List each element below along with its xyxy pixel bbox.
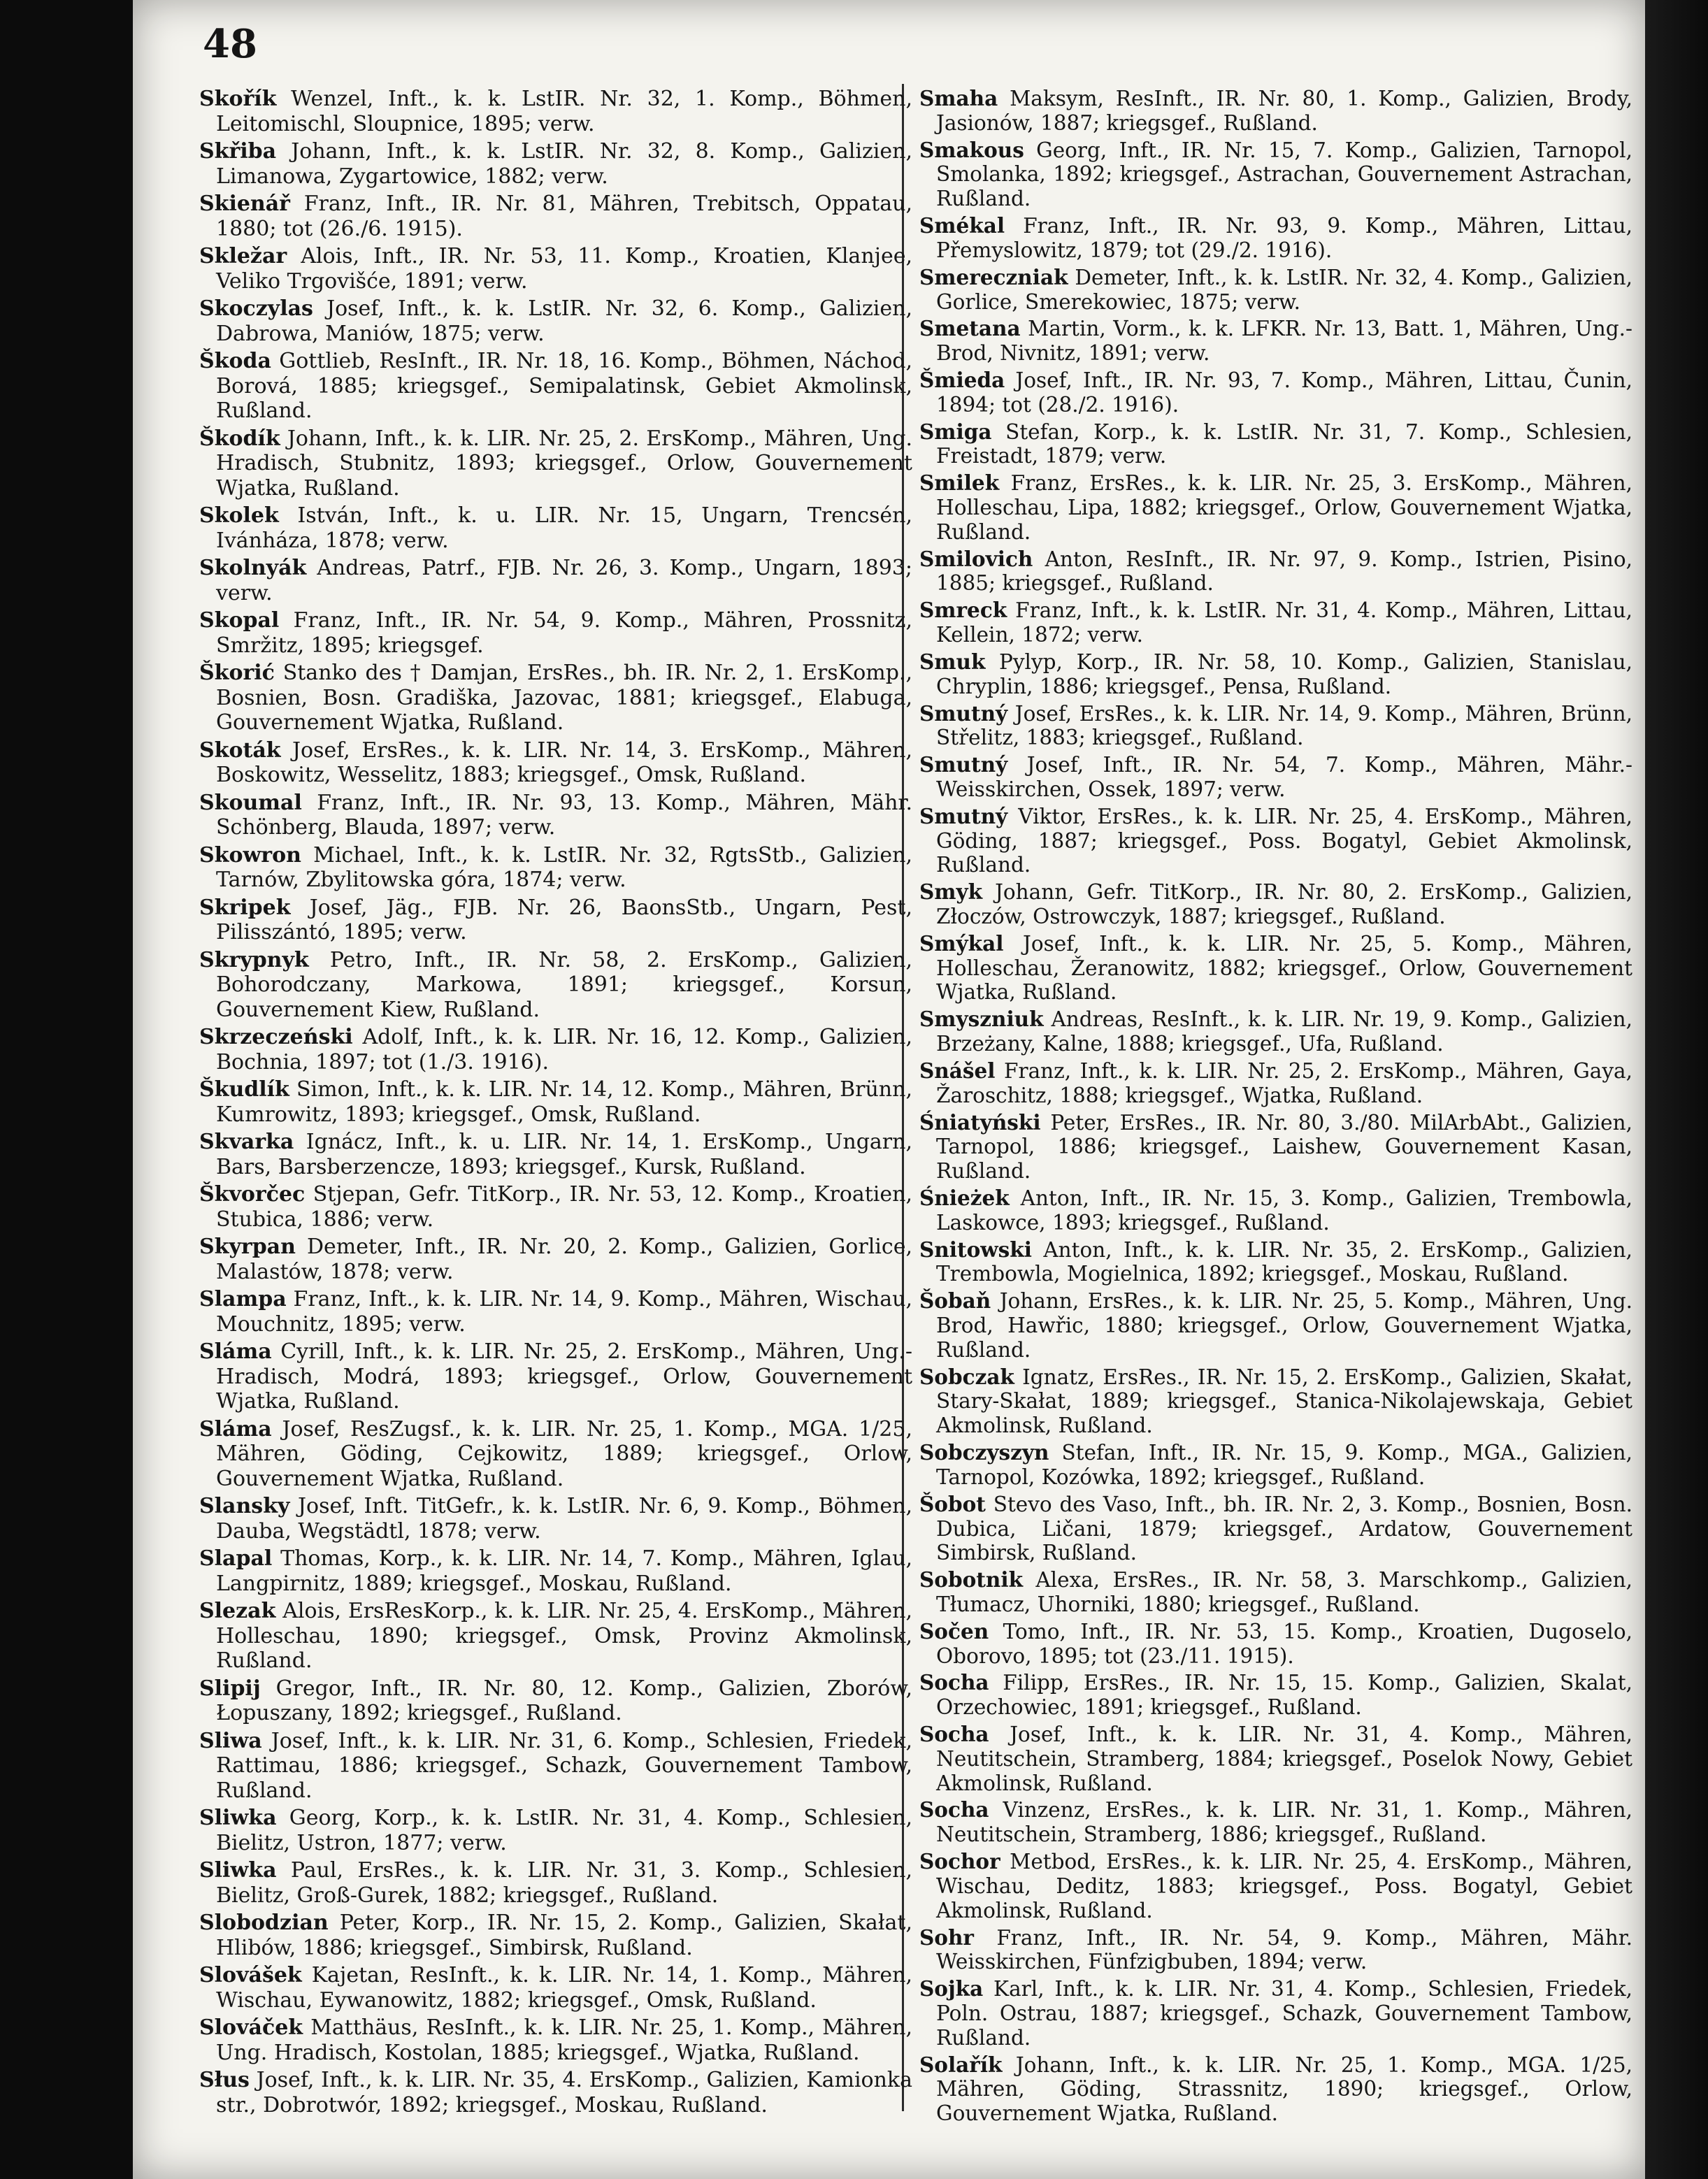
- entry-surname: Smilek: [919, 470, 1000, 496]
- entry-surname: Slapal: [199, 1546, 273, 1571]
- register-entry: [199, 2068, 912, 2117]
- entry-details: Alexa, ErsRes., IR. Nr. 58, 3. Marschkomp., Galizien, Tłumacz, Uhorniki, 1880; kriegsgef., Rußland.: [936, 1568, 1632, 1616]
- entry-details: Vinzenz, ErsRes., k. k. LIR. Nr. 31, 1. Komp., Mähren, Neutitschein, Stramberg, 1886; kriegsgef., Rußland.: [936, 1798, 1632, 1847]
- entry-surname: Sobczyszyn: [919, 1440, 1049, 1465]
- register-entry: [919, 1441, 1632, 1490]
- entry-details: Gottlieb, ResInft., IR. Nr. 18, 16. Komp., Böhmen, Náchod, Borová, 1885; kriegsgef., Semipalatinsk, Gebiet Akmolinsk, Rußland.: [216, 349, 912, 423]
- entry-details: Martin, Vorm., k. k. LFKR. Nr. 13, Batt. 1, Mähren, Ung.-Brod, Nivnitz, 1891; verw.: [936, 317, 1632, 366]
- entry-surname: Sliwa: [199, 1728, 262, 1753]
- entry-surname: Škudlík: [199, 1077, 289, 1102]
- register-entry: [199, 896, 912, 945]
- register-entry: [919, 1111, 1632, 1184]
- register-entry: [919, 1620, 1632, 1669]
- register-entry: [919, 932, 1632, 1005]
- entry-surname: Skolnyák: [199, 556, 307, 580]
- entry-details: Stefan, Korp., k. k. LstIR. Nr. 31, 7. Komp., Schlesien, Freistadt, 1879; verw.: [936, 419, 1632, 468]
- entry-details: Michael, Inft., k. k. LstIR. Nr. 32, RgtsStb., Galizien, Tarnów, Zbylitowska góra, 1874; verw.: [216, 842, 912, 892]
- register-entry: [919, 2053, 1632, 2126]
- entry-details: Matthäus, ResInft., k. k. LIR. Nr. 25, 1. Komp., Mähren, Ung. Hradisch, Kostolan, 1885; kriegsgef., Wjatka, Rußland.: [216, 2015, 912, 2065]
- entry-details: Josef, Inft., IR. Nr. 93, 7. Komp., Mähren, Littau, Čunin, 1894; tot (28./2. 1916).: [936, 368, 1632, 417]
- entry-surname: Skowron: [199, 842, 301, 868]
- entry-surname: Škoda: [199, 349, 271, 373]
- register-entry: [199, 1025, 912, 1074]
- entry-details: Josef, Inft., k. k. LIR. Nr. 31, 6. Komp., Schlesien, Friedek, Rattimau, 1886; kriegsgef., Schazk, Gouvernement Tambow, Rußland.: [216, 1728, 912, 1803]
- register-entry: [199, 1077, 912, 1127]
- entry-surname: Skřiba: [199, 139, 277, 164]
- entry-details: Thomas, Korp., k. k. LIR. Nr. 14, 7. Komp., Mähren, Iglau, Langpirnitz, 1889; kriegsgef., Moskau, Rußland.: [216, 1546, 912, 1596]
- entry-surname: Sojka: [919, 1976, 984, 2001]
- register-entry: [199, 87, 912, 136]
- entry-surname: Smakous: [919, 137, 1024, 162]
- entry-surname: Šobot: [919, 1491, 986, 1516]
- register-entry: [919, 1568, 1632, 1617]
- entry-details: Cyrill, Inft., k. k. LIR. Nr. 25, 2. ErsKomp., Mähren, Ung.-Hradisch, Modrá, 1893; kriegsgef., Orlow, Gouvernement Wjatka, Rußland.: [216, 1339, 912, 1414]
- register-entry: [919, 266, 1632, 315]
- register-entry: [199, 192, 912, 241]
- entry-surname: Smutný: [919, 752, 1008, 777]
- entry-surname: Skripek: [199, 895, 291, 920]
- entry-surname: Smuk: [919, 649, 986, 674]
- entry-details: Wenzel, Inft., k. k. LstIR. Nr. 32, 1. Komp., Böhmen, Leitomischl, Sloupnice, 1895; verw.: [216, 87, 912, 136]
- register-entry: [199, 1546, 912, 1596]
- entry-details: Alois, ErsResKorp., k. k. LIR. Nr. 25, 4. ErsKomp., Mähren, Holleschau, 1890; kriegsgef., Omsk, Provinz Akmolinsk, Rußland.: [216, 1599, 912, 1673]
- page-number: 48: [203, 21, 257, 67]
- entry-surname: Śnieżek: [919, 1185, 1010, 1210]
- entry-details: Josef, Inft., k. k. LIR. Nr. 31, 4. Komp., Mähren, Neutitschein, Stramberg, 1884; kriegsgef., Poselok Nowy, Gebiet Akmolinsk, Rußland.: [936, 1723, 1632, 1795]
- entry-surname: Šmieda: [919, 367, 1005, 392]
- entry-details: Josef, Jäg., FJB. Nr. 26, BaonsStb., Ungarn, Pest, Pilisszántó, 1895; verw.: [216, 895, 912, 944]
- register-entry: [199, 296, 912, 346]
- entry-details: Johann, Inft., k. k. LstIR. Nr. 32, 8. Komp., Galizien, Limanowa, Zygartowice, 1882; verw.: [216, 139, 912, 189]
- register-entry: [919, 1850, 1632, 1922]
- entry-details: Stefan, Inft., IR. Nr. 15, 9. Komp., MGA., Galizien, Tarnopol, Kozówka, 1892; kriegsgef., Rußland.: [936, 1441, 1632, 1489]
- register-entry: [919, 471, 1632, 544]
- entry-details: Josef, Inft., IR. Nr. 54, 7. Komp., Mähren, Mähr.-Weisskirchen, Ossek, 1897; verw.: [936, 753, 1632, 801]
- entry-surname: Slovášek: [199, 1963, 302, 1987]
- entry-surname: Škvorčec: [199, 1182, 306, 1207]
- register-entry: [919, 214, 1632, 263]
- entry-surname: Śniatyński: [919, 1109, 1041, 1135]
- entry-surname: Slampa: [199, 1287, 287, 1311]
- register-entry: [919, 702, 1632, 751]
- register-entry: [919, 368, 1632, 417]
- entry-details: Andreas, ResInft., k. k. LIR. Nr. 19, 9. Komp., Galizien, Brzeżany, Kalne, 1888; kriegsgef., Ufa, Rußland.: [936, 1007, 1632, 1056]
- entry-details: Johann, Gefr. TitKorp., IR. Nr. 80, 2. ErsKomp., Galizien, Złoczów, Ostrowczyk, 1887; kriegsgef., Rußland.: [936, 880, 1632, 928]
- entry-details: Adolf, Inft., k. k. LIR. Nr. 16, 12. Komp., Galizien, Bochnia, 1897; tot (1./3. 1916).: [216, 1025, 912, 1074]
- entry-details: István, Inft., k. u. LIR. Nr. 15, Ungarn, Trencsén, Ivánháza, 1878; verw.: [216, 503, 912, 553]
- entry-surname: Skvarka: [199, 1130, 294, 1154]
- entry-details: Anton, ResInft., IR. Nr. 97, 9. Komp., Istrien, Pisino, 1885; kriegsgef., Rußland.: [936, 547, 1632, 596]
- document-page: [133, 0, 1645, 2179]
- entry-surname: Slansky: [199, 1494, 290, 1518]
- entry-surname: Smaha: [919, 86, 998, 110]
- entry-surname: Socha: [919, 1797, 989, 1822]
- entry-surname: Skoumal: [199, 790, 302, 815]
- entry-surname: Šobaň: [919, 1288, 991, 1314]
- register-entry: [919, 420, 1632, 469]
- entry-surname: Sočen: [919, 1618, 989, 1644]
- register-entry: [199, 1182, 912, 1232]
- entry-details: Peter, Korp., IR. Nr. 15, 2. Komp., Galizien, Skałat, Hlibów, 1886; kriegsgef., Simbirsk, Rußland.: [216, 1911, 912, 1960]
- entry-surname: Smyk: [919, 879, 983, 905]
- register-entry: [919, 138, 1632, 211]
- entry-surname: Smiga: [919, 419, 992, 444]
- register-entry: [199, 1599, 912, 1674]
- register-entry: [919, 880, 1632, 929]
- entry-details: Johann, Inft., k. k. LIR. Nr. 25, 1. Komp., MGA. 1/25, Mähren, Göding, Strassnitz, 1890; kriegsgef., Orlow, Gouvernement Wjatka, Rußland.: [936, 2052, 1632, 2126]
- register-entry: [919, 805, 1632, 877]
- entry-surname: Sobczak: [919, 1364, 1014, 1389]
- entry-details: Georg, Korp., k. k. LstIR. Nr. 31, 4. Komp., Schlesien, Bielitz, Ustron, 1877; verw.: [216, 1806, 912, 1855]
- register-entry: [199, 791, 912, 840]
- entry-details: Stanko des † Damjan, ErsRes., bh. IR. Nr. 2, 1. ErsKomp., Bosnien, Bosn. Gradiška, Jazovac, 1881; kriegsgef., Elabuga, Gouvernement Wjatka, Rußland.: [216, 661, 912, 735]
- register-entry: [199, 1494, 912, 1544]
- register-entry: [919, 1798, 1632, 1847]
- entry-surname: Smékal: [919, 213, 1005, 238]
- entry-surname: Slobodzian: [199, 1911, 329, 1935]
- register-entry: [199, 843, 912, 893]
- register-entry: [199, 556, 912, 605]
- entry-surname: Skienář: [199, 192, 290, 216]
- register-entry: [919, 1007, 1632, 1056]
- entry-details: Anton, Inft., k. k. LIR. Nr. 35, 2. ErsKomp., Galizien, Trembowla, Mogielnica, 1892; kriegsgef., Moskau, Rußland.: [936, 1237, 1633, 1286]
- entry-surname: Socha: [919, 1670, 989, 1695]
- entry-details: Maksym, ResInft., IR. Nr. 80, 1. Komp., Galizien, Brody, Jasionów, 1887; kriegsgef., Rußland.: [936, 87, 1632, 135]
- entry-details: Stjepan, Gefr. TitKorp., IR. Nr. 53, 12. Komp., Kroatien, Stubica, 1886; verw.: [216, 1182, 913, 1232]
- entry-details: Pylyp, Korp., IR. Nr. 58, 10. Komp., Galizien, Stanislau, Chryplin, 1886; kriegsgef., Pensa, Rußland.: [936, 649, 1632, 698]
- entry-details: Franz, Inft., k. k. LIR. Nr. 25, 2. ErsKomp., Mähren, Gaya, Žaroschitz, 1888; kriegsgef., Wjatka, Rußland.: [936, 1058, 1632, 1107]
- entry-details: Johann, ErsRes., k. k. LIR. Nr. 25, 5. Komp., Mähren, Ung. Brod, Hawřic, 1880; kriegsgef., Orlow, Gouvernement Wjatka, Rußland.: [936, 1289, 1632, 1362]
- register-entry: [199, 661, 912, 735]
- entry-surname: Skležar: [199, 244, 287, 268]
- register-entry: [199, 1806, 912, 1855]
- entry-surname: Skoczylas: [199, 296, 313, 321]
- entry-surname: Sobotnik: [919, 1567, 1024, 1592]
- register-entry: [199, 244, 912, 294]
- entry-surname: Smereczniak: [919, 264, 1068, 289]
- entry-surname: Sláma: [199, 1416, 272, 1441]
- entry-surname: Snášel: [919, 1058, 996, 1083]
- entry-surname: Sláma: [199, 1339, 272, 1364]
- register-entry: [199, 1676, 912, 1726]
- entry-details: Franz, Inft., IR. Nr. 54, 9. Komp., Mähren, Mähr. Weisskirchen, Fünfzigbuben, 1894; verw.: [936, 1925, 1632, 1974]
- entry-details: Josef, Inft. TitGefr., k. k. LstIR. Nr. 6, 9. Komp., Böhmen, Dauba, Wegstädtl, 1878; verw.: [216, 1494, 912, 1544]
- entry-surname: Skrypnyk: [199, 947, 309, 972]
- register-entry: [919, 598, 1632, 647]
- entry-surname: Slezak: [199, 1599, 276, 1623]
- entry-surname: Skrzeczeński: [199, 1025, 353, 1049]
- register-entry: [199, 1858, 912, 1908]
- entry-details: Viktor, ErsRes., k. k. LIR. Nr. 25, 4. ErsKomp., Mähren, Göding, 1887; kriegsgef., Poss. Bogatyl, Gebiet Akmolinsk, Rußland.: [936, 804, 1632, 877]
- entry-details: Franz, Inft., IR. Nr. 81, Mähren, Trebitsch, Oppatau, 1880; tot (26./6. 1915).: [216, 192, 912, 241]
- entry-details: Karl, Inft., k. k. LIR. Nr. 31, 4. Komp., Schlesien, Friedek, Poln. Ostrau, 1887; kriegsgef., Schazk, Gouvernement Tambow, Rußland.: [936, 1977, 1632, 2050]
- entry-details: Filipp, ErsRes., IR. Nr. 15, 15. Komp., Galizien, Skalat, Orzechowiec, 1891; kriegsgef., Rußland.: [936, 1671, 1632, 1720]
- entry-details: Josef, Inft., k. k. LIR. Nr. 35, 4. ErsKomp., Galizien, Kamionka str., Dobrotwór, 1892; kriegsgef., Moskau, Rußland.: [216, 2068, 912, 2117]
- entry-surname: Skoták: [199, 738, 281, 763]
- entry-details: Ignatz, ErsRes., IR. Nr. 15, 2. ErsKomp., Galizien, Skałat, Stary-Skałat, 1889; kriegsgef., Stanica-Nikolajewskaja, Gebiet Akmolinsk, Rußland.: [936, 1365, 1632, 1438]
- register-entry: [199, 738, 912, 788]
- entry-surname: Skyrpan: [199, 1235, 296, 1259]
- entry-details: Alois, Inft., IR. Nr. 53, 11. Komp., Kroatien, Klanjee, Veliko Trgovišće, 1891; verw.: [216, 244, 912, 294]
- entry-surname: Slováček: [199, 2015, 303, 2040]
- register-entry: [199, 1130, 912, 1179]
- entry-surname: Sochor: [919, 1849, 1000, 1874]
- register-entry: [199, 1235, 912, 1284]
- register-entry: [919, 1365, 1632, 1438]
- entry-details: Franz, Inft., IR. Nr. 93, 13. Komp., Mähren, Mähr. Schönberg, Blauda, 1897; verw.: [216, 790, 912, 840]
- entry-surname: Smetana: [919, 316, 1021, 341]
- register-entry: [919, 87, 1632, 136]
- left-column: [199, 87, 912, 2120]
- register-entry: [199, 503, 912, 553]
- entry-details: Anton, Inft., IR. Nr. 15, 3. Komp., Galizien, Trembowla, Laskowce, 1893; kriegsgef., Rußland.: [936, 1186, 1632, 1235]
- entry-details: Demeter, Inft., k. k. LstIR. Nr. 32, 4. Komp., Galizien, Gorlice, Smerekowiec, 1875; verw.: [936, 265, 1633, 314]
- entry-details: Georg, Inft., IR. Nr. 15, 7. Komp., Galizien, Tarnopol, Smolanka, 1892; kriegsgef., Astrachan, Gouvernement Astrachan, Rußland.: [936, 138, 1632, 211]
- entry-surname: Snitowski: [919, 1237, 1032, 1262]
- register-entry: [199, 426, 912, 501]
- register-entry: [199, 948, 912, 1023]
- register-entry: [919, 317, 1632, 366]
- entry-surname: Smilovich: [919, 546, 1033, 571]
- entry-details: Franz, Inft., k. k. LstIR. Nr. 31, 4. Komp., Mähren, Littau, Kellein, 1872; verw.: [936, 598, 1632, 647]
- register-entry: [199, 1729, 912, 1804]
- entry-surname: Słus: [199, 2068, 250, 2092]
- entry-surname: Slipij: [199, 1676, 261, 1701]
- entry-details: Metbod, ErsRes., k. k. LIR. Nr. 25, 4. ErsKomp., Mähren, Wischau, Deditz, 1883; kriegsgef., Poss. Bogatyl, Gebiet Akmolinsk, Rußland.: [936, 1850, 1632, 1922]
- entry-details: Simon, Inft., k. k. LIR. Nr. 14, 12. Komp., Mähren, Brünn, Kumrowitz, 1893; kriegsgef., Omsk, Rußland.: [216, 1077, 912, 1127]
- register-entry: [919, 1186, 1632, 1235]
- entry-surname: Smreck: [919, 598, 1007, 623]
- entry-surname: Smýkal: [919, 930, 1004, 956]
- entry-details: Franz, Inft., IR. Nr. 93, 9. Komp., Mähren, Littau, Přemyslowitz, 1879; tot (29./2. 1916).: [936, 214, 1632, 262]
- entry-details: Kajetan, ResInft., k. k. LIR. Nr. 14, 1. Komp., Mähren, Wischau, Eywanowitz, 1882; kriegsgef., Omsk, Rußland.: [216, 1963, 912, 2013]
- register-entry: [199, 1339, 912, 1414]
- entry-details: Andreas, Patrf., FJB. Nr. 26, 3. Komp., Ungarn, 1893; verw.: [216, 556, 912, 605]
- entry-details: Franz, Inft., k. k. LIR. Nr. 14, 9. Komp., Mähren, Wischau, Mouchnitz, 1895; verw.: [216, 1287, 912, 1337]
- entry-surname: Skolek: [199, 503, 279, 528]
- entry-details: Johann, Inft., k. k. LIR. Nr. 25, 2. ErsKomp., Mähren, Ung. Hradisch, Stubnitz, 1893; kriegsgef., Orlow, Gouvernement Wjatka, Rußland.: [216, 426, 912, 501]
- entry-details: Paul, ErsRes., k. k. LIR. Nr. 31, 3. Komp., Schlesien, Bielitz, Groß-Gurek, 1882; kriegsgef., Rußland.: [216, 1858, 912, 1908]
- entry-details: Peter, ErsRes., IR. Nr. 80, 3./80. MilArbAbt., Galizien, Tarnopol, 1886; kriegsgef., Laishew, Gouvernement Kasan, Rußland.: [936, 1110, 1632, 1184]
- register-entry: [919, 650, 1632, 699]
- register-entry: [919, 1671, 1632, 1720]
- entry-surname: Sliwka: [199, 1858, 277, 1883]
- register-entry: [919, 1723, 1632, 1795]
- register-entry: [919, 1238, 1632, 1287]
- entry-details: Franz, ErsRes., k. k. LIR. Nr. 25, 3. ErsKomp., Mähren, Holleschau, Lipa, 1882; kriegsgef., Orlow, Gouvernement Wjatka, Rußland.: [936, 471, 1632, 544]
- register-entry: [199, 349, 912, 424]
- entry-surname: Smyszniuk: [919, 1007, 1044, 1032]
- entry-details: Ignácz, Inft., k. u. LIR. Nr. 14, 1. ErsKomp., Ungarn, Bars, Barsberzencze, 1893; kriegsgef., Kursk, Rußland.: [216, 1130, 912, 1179]
- register-entry: [919, 1977, 1632, 2050]
- entry-details: Stevo des Vaso, Inft., bh. IR. Nr. 2, 3. Komp., Bosnien, Bosn. Dubica, Ličani, 1879; kriegsgef., Ardatow, Gouvernement Simbirsk, Rußland.: [936, 1492, 1632, 1565]
- entry-details: Demeter, Inft., IR. Nr. 20, 2. Komp., Galizien, Gorlice, Malastów, 1878; verw.: [216, 1235, 912, 1284]
- entry-surname: Škorić: [199, 661, 275, 685]
- register-entry: [919, 1926, 1632, 1975]
- right-column: [919, 87, 1632, 2129]
- entry-surname: Skopal: [199, 608, 280, 633]
- entry-details: Franz, Inft., IR. Nr. 54, 9. Komp., Mähren, Prossnitz, Smržitz, 1895; kriegsgef.: [216, 608, 912, 658]
- entry-surname: Sohr: [919, 1925, 974, 1950]
- register-entry: [199, 1417, 912, 1492]
- register-entry: [919, 1493, 1632, 1565]
- entry-surname: Socha: [919, 1722, 989, 1746]
- register-entry: [199, 1287, 912, 1337]
- entry-details: Josef, ErsRes., k. k. LIR. Nr. 14, 9. Komp., Mähren, Brünn, Střelitz, 1883; kriegsgef., Rußland.: [936, 701, 1632, 750]
- entry-surname: Sliwka: [199, 1806, 277, 1830]
- entry-details: Petro, Inft., IR. Nr. 58, 2. ErsKomp., Galizien, Bohorodczany, Markowa, 1891; kriegsgef., Korsun, Gouvernement Kiew, Rußland.: [216, 947, 912, 1022]
- entry-surname: Škodík: [199, 426, 280, 451]
- entry-surname: Smutný: [919, 803, 1008, 828]
- entry-details: Gregor, Inft., IR. Nr. 80, 12. Komp., Galizien, Zborów, Łopuszany, 1892; kriegsgef., Rußland.: [216, 1676, 912, 1725]
- register-entry: [919, 547, 1632, 596]
- entry-details: Josef, Inft., k. k. LIR. Nr. 25, 5. Komp., Mähren, Holleschau, Žeranowitz, 1882; kriegsgef., Orlow, Gouvernement Wjatka, Rußland.: [936, 931, 1632, 1005]
- entry-details: Tomo, Inft., IR. Nr. 53, 15. Komp., Kroatien, Dugoselo, Oborovo, 1895; tot (23./11. 1915).: [936, 1619, 1632, 1668]
- register-entry: [199, 2015, 912, 2065]
- entry-details: Josef, ErsRes., k. k. LIR. Nr. 14, 3. ErsKomp., Mähren, Boskowitz, Wesselitz, 1883; kriegsgef., Omsk, Rußland.: [216, 738, 912, 787]
- entry-surname: Skořík: [199, 87, 277, 111]
- entry-details: Josef, Inft., k. k. LstIR. Nr. 32, 6. Komp., Galizien, Dabrowa, Maniów, 1875; verw.: [216, 296, 912, 346]
- register-entry: [199, 608, 912, 658]
- register-entry: [919, 753, 1632, 802]
- entry-details: Josef, ResZugsf., k. k. LIR. Nr. 25, 1. Komp., MGA. 1/25, Mähren, Göding, Cejkowitz, 1889; kriegsgef., Orlow, Gouvernement Wjatka, Rußland.: [216, 1416, 912, 1491]
- register-entry: [919, 1289, 1632, 1362]
- entry-surname: Smutný: [919, 700, 1008, 726]
- register-entry: [199, 1911, 912, 1960]
- entry-surname: Solařík: [919, 2052, 1003, 2077]
- register-entry: [199, 139, 912, 189]
- page-edge-shadow: [1645, 0, 1708, 2179]
- register-entry: [919, 1059, 1632, 1108]
- register-entry: [199, 1963, 912, 2013]
